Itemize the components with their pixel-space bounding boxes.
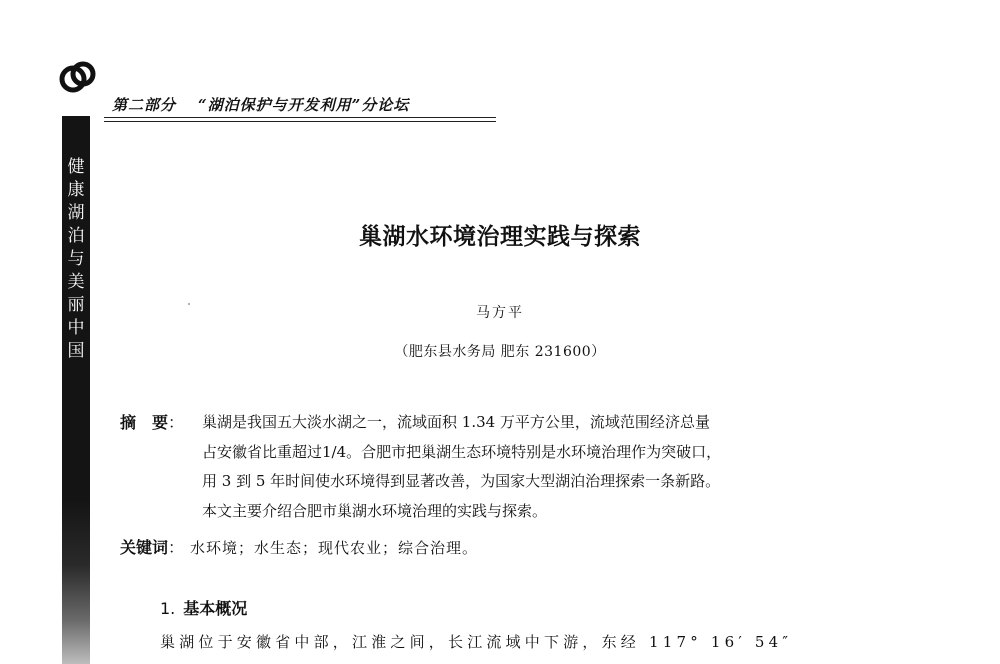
side-char: 丽 bbox=[67, 295, 85, 315]
keywords bbox=[120, 535, 478, 558]
side-char: 健 bbox=[67, 157, 85, 177]
side-char: 国 bbox=[67, 341, 85, 361]
header-forum: “湖泊保护与开发利用”分论坛 bbox=[198, 96, 410, 114]
abstract-label: 摘 要： bbox=[120, 413, 185, 432]
section-heading bbox=[160, 596, 247, 619]
abstract-line: 用 3 到 5 年时间使水环境得到显著改善，为国家大型湖泊治理探索一条新路。 bbox=[202, 472, 721, 490]
keywords-value: 水环境；水生态；现代农业；综合治理。 bbox=[190, 539, 479, 557]
author-name: 马方平 bbox=[476, 305, 524, 321]
logo-icon bbox=[58, 58, 98, 98]
keywords-label-text: 关键词 bbox=[120, 538, 169, 557]
abstract-body bbox=[202, 408, 900, 526]
header-part: 第二部分 bbox=[112, 96, 177, 114]
running-header bbox=[112, 94, 409, 115]
side-char: 美 bbox=[67, 272, 85, 292]
side-char: 泊 bbox=[67, 226, 85, 246]
side-char: 康 bbox=[67, 180, 85, 200]
side-char: 与 bbox=[67, 249, 85, 269]
abstract-line: 巢湖是我国五大淡水湖之一，流域面积 1.34 万平方公里，流域范围经济总量 bbox=[202, 413, 710, 431]
header-rule-thin bbox=[104, 121, 496, 122]
header-rule bbox=[104, 117, 496, 118]
section-number: 1. bbox=[160, 599, 176, 618]
abstract-label-text: 摘 要 bbox=[120, 413, 169, 432]
side-char: 湖 bbox=[67, 203, 85, 223]
abstract-line: 占安徽省比重超过1/4。合肥市把巢湖生态环境特别是水环境治理作为突破口， bbox=[202, 442, 722, 461]
author-affiliation: （肥东县水务局 肥东 231600） bbox=[394, 344, 606, 360]
body-paragraph: 巢湖位于安徽省中部，江淮之间，长江流域中下游，东经 117° 16′ 54″ bbox=[160, 633, 793, 651]
keywords-label: 关键词： bbox=[120, 538, 185, 557]
section-title: 基本概况 bbox=[183, 599, 248, 618]
side-series-title bbox=[62, 156, 90, 363]
article-title: 巢湖水环境治理实践与探索 bbox=[359, 224, 641, 250]
side-char: 中 bbox=[67, 318, 85, 338]
abstract-line: 本文主要介绍合肥市巢湖水环境治理的实践与探索。 bbox=[202, 501, 548, 520]
abstract bbox=[120, 408, 900, 526]
